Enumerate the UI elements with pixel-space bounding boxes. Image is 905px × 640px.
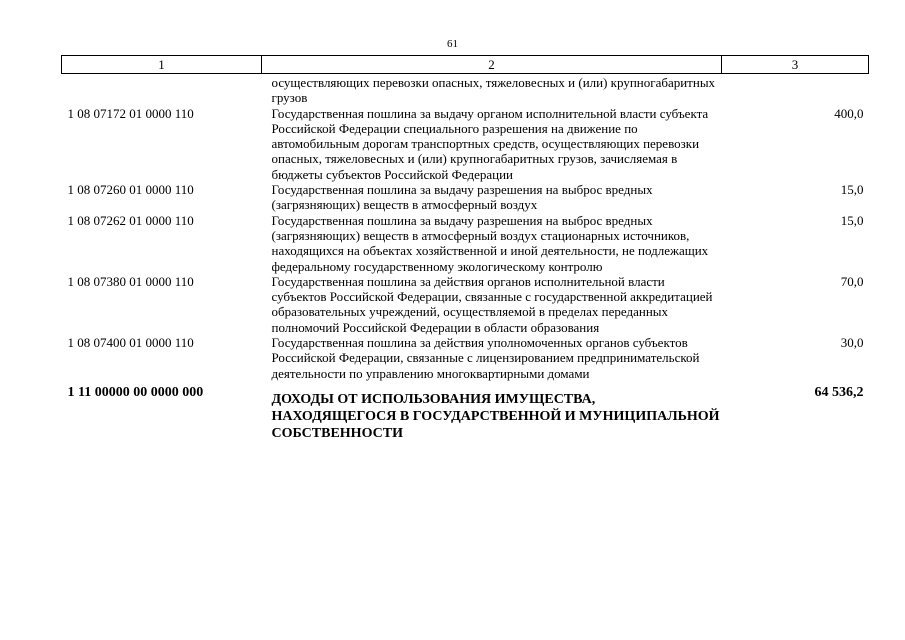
continuation-code-cell [62, 74, 262, 106]
row-name: Государственная пошлина за действия органов исполнительной власти субъектов Российской Федерации, связанные с государственной аккредитацией образовательных учреждений, осуществляемой в пределах переданных полномочий Российской Федерации в области образования [271, 273, 713, 335]
table-row [62, 335, 869, 381]
row-sum: 15,0 [840, 212, 864, 228]
row-code: 1 08 07260 01 0000 110 [67, 182, 194, 198]
table-row [62, 213, 869, 274]
row-name: Государственная пошлина за действия уполномоченных органов субъектов Российской Федерации, связанные с лицензированием предпринимательской деятельности по управлению многоквартирными домами [271, 335, 700, 381]
row-sum: 15,0 [840, 182, 864, 198]
header-col-1: 1 [62, 56, 262, 74]
continuation-sum-cell [722, 74, 869, 106]
row-sum: 30,0 [840, 335, 864, 351]
page-number: 61 [447, 38, 458, 50]
row-name: Государственная пошлина за выдачу разрешения на выброс вредных (загрязняющих) веществ в атмосферный воздух [271, 182, 653, 213]
table-row [62, 106, 869, 182]
row-code: 1 08 07172 01 0000 110 [67, 105, 194, 121]
row-sum: 400,0 [834, 105, 864, 121]
table-header-row [62, 56, 869, 74]
row-sum: 70,0 [840, 273, 864, 289]
budget-table [61, 55, 869, 442]
row-name: ДОХОДЫ ОТ ИСПОЛЬЗОВАНИЯ ИМУЩЕСТВА, НАХОДЯЩЕГОСЯ В ГОСУДАРСТВЕННОЙ И МУНИЦИПАЛЬНОЙ СОБСТВЕННОСТИ [271, 391, 720, 441]
header-col-3: 3 [722, 56, 869, 74]
table-row [62, 274, 869, 335]
row-code: 1 08 07262 01 0000 110 [67, 212, 194, 228]
row-code: 1 08 07400 01 0000 110 [67, 335, 194, 351]
header-col-2: 2 [262, 56, 722, 74]
table-row-continuation [62, 74, 869, 106]
row-sum: 64 536,2 [814, 384, 864, 400]
row-name: Государственная пошлина за выдачу органом исполнительной власти субъекта Российской Федерации специального разрешения на движение по автомобильным дорогам транспортных средств, осуществляющих перевозки опасных, тяжеловесных и (или) крупногабаритных грузов, зачисляемая в бюджеты субъектов Российской Федерации [271, 105, 709, 182]
table-row [62, 182, 869, 213]
table-row-section-total [62, 381, 869, 442]
row-code: 1 08 07380 01 0000 110 [67, 273, 194, 289]
row-code: 1 11 00000 00 0000 000 [67, 384, 204, 400]
continuation-name-cell: осуществляющих перевозки опасных, тяжеловесных и (или) крупногабаритных грузов [271, 75, 716, 106]
row-name: Государственная пошлина за выдачу разрешения на выброс вредных (загрязняющих) веществ в атмосферный воздух стационарных источников, находящихся на объектах хозяйственной и иной деятельности, не подлежащих федеральному государственному экологическому контролю [271, 212, 709, 274]
